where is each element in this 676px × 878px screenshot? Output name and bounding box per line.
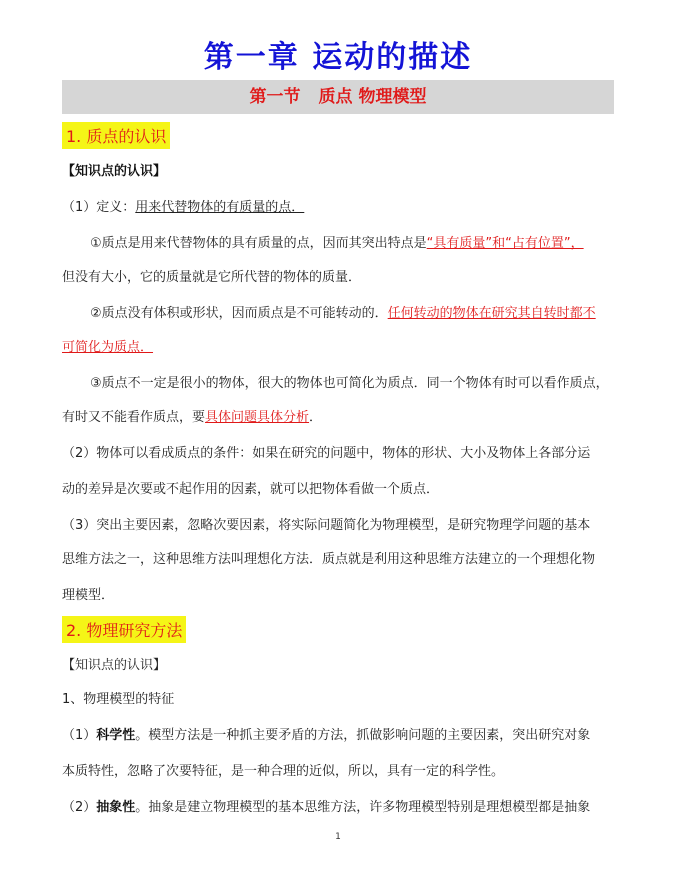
para-6-line-2: 本质特性，忽略了次要特征，是一种合理的近似，所以，具有一定的科学性。: [62, 764, 505, 779]
para-2-emphasis-a: 任何转动的物体在研究其自转时都不: [387, 306, 596, 321]
knowledge-label-1: 【知识点的认识】: [62, 164, 167, 179]
para-6-line-1: [62, 724, 622, 743]
para-6-number: （1）: [62, 728, 97, 743]
chapter-title: 第一章 运动的描述: [203, 40, 473, 75]
heading-particle: 1. 质点的认识: [62, 122, 170, 149]
para-4-line-1: （2）物体可以看成质点的条件：如果在研究的问题中，物体的形状、大小及物体上各部分运: [62, 446, 591, 461]
section-name: 质点 物理模型: [318, 87, 427, 107]
definition-line: [62, 196, 622, 215]
para-3-end: ．: [309, 410, 323, 425]
para-3-line-2: [62, 406, 622, 425]
definition-prefix: （1）定义：: [62, 200, 136, 215]
section-number: 第一节: [249, 87, 301, 107]
para-3-text-b: 有时又不能看作质点，要: [62, 410, 206, 425]
para-5-line-3: 理模型．: [62, 588, 115, 603]
para-6-text: 。模型方法是一种抓主要矛盾的方法，抓做影响问题的主要因素，突出研究对象: [135, 728, 591, 743]
para-5-line-1: （3）突出主要因素，忽略次要因素，将实际问题简化为物理模型，是研究物理学问题的基本: [62, 518, 591, 533]
knowledge-label-2: 【知识点的认识】: [62, 658, 167, 673]
para-3-emphasis: 具体问题具体分析: [205, 410, 310, 425]
para-7-line-1: [62, 796, 622, 815]
para-4-line-2: 动的差异是次要或不起作用的因素，就可以把物体看做一个质点．: [62, 482, 440, 497]
para-1-line-1: [90, 232, 620, 251]
para-1-emphasis: “具有质量”和“占有位置”，: [426, 236, 584, 251]
subheading-model-features: 1、物理模型的特征: [62, 692, 175, 707]
para-7-term: 抽象性: [96, 800, 136, 815]
para-2-text-a: ②质点没有体积或形状，因而质点是不可能转动的．: [90, 306, 388, 321]
para-7-number: （2）: [62, 800, 97, 815]
para-2-line-1: [90, 302, 620, 321]
para-3-line-1: ③质点不一定是很小的物体，很大的物体也可简化为质点．同一个物体有时可以看作质点，: [90, 376, 609, 391]
section-title-bar: [62, 80, 614, 114]
para-7-text: 。抽象是建立物理模型的基本思维方法，许多物理模型特别是理想模型都是抽象: [135, 800, 591, 815]
para-2-line-2: 可简化为质点．: [62, 340, 154, 355]
para-1-text-a: ①质点是用来代替物体的具有质量的点，因而其突出特点是: [90, 236, 427, 251]
para-5-line-2: 思维方法之一，这种思维方法叫理想化方法．质点就是利用这种思维方法建立的一个理想化物: [62, 552, 596, 567]
heading-methods: 2. 物理研究方法: [62, 616, 186, 643]
para-1-line-2: 但没有大小，它的质量就是它所代替的物体的质量．: [62, 270, 362, 285]
para-6-term: 科学性: [96, 728, 136, 743]
page-number: 1: [335, 832, 341, 842]
definition-text: 用来代替物体的有质量的点．: [135, 200, 305, 215]
